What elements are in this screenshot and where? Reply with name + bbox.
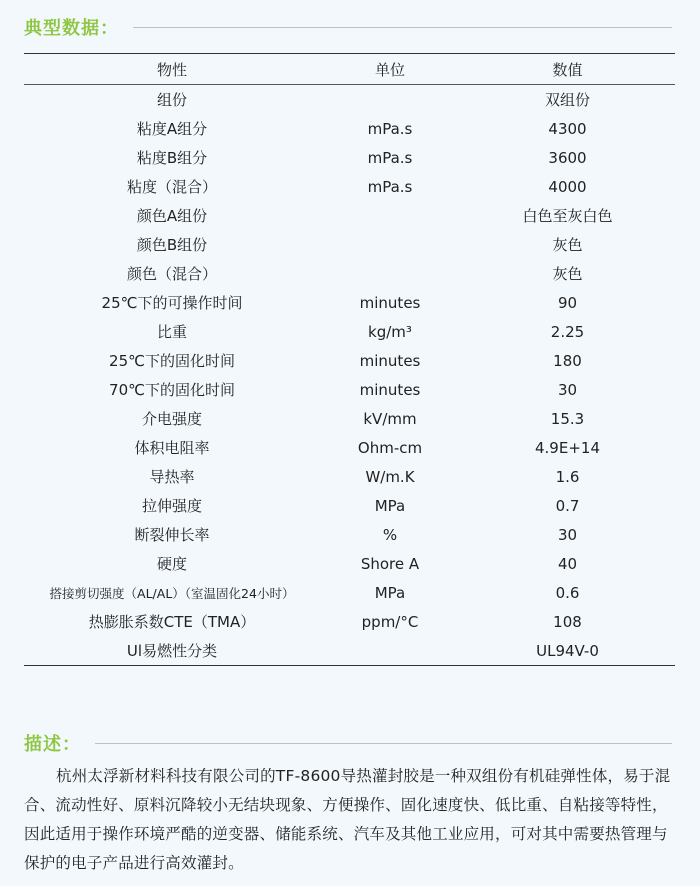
cell-unit: Shore A: [360, 554, 420, 573]
cell-value: 2.25: [550, 322, 585, 341]
typical-data-header: [24, 14, 672, 40]
cell-unit: [320, 85, 460, 115]
table-row: [24, 317, 675, 346]
cell-property: 搭接剪切强度（AL/AL）（室温固化24小时）: [49, 585, 295, 601]
cell-value: 4000: [548, 177, 587, 196]
cell-unit: [320, 201, 460, 230]
table-row: [24, 462, 675, 491]
cell-value: 4300: [548, 119, 587, 138]
cell-value: 30: [557, 525, 578, 544]
table-row: [24, 636, 675, 665]
cell-unit: kg/m³: [368, 322, 412, 341]
table-row: [24, 433, 675, 462]
cell-unit: kV/mm: [363, 409, 417, 428]
cell-property: 颜色（混合）: [126, 265, 217, 283]
cell-property: 颜色B组份: [136, 236, 208, 254]
cell-value: 灰色: [552, 265, 583, 283]
cell-unit: [320, 636, 460, 665]
cell-unit: [320, 259, 460, 288]
cell-value: 4.9E+14: [535, 438, 600, 457]
cell-property: 70℃下的固化时间: [109, 381, 235, 399]
header-unit: 单位: [320, 54, 460, 85]
cell-property: 颜色A组份: [136, 207, 208, 225]
description-title: 描述：: [24, 734, 81, 755]
table-row: [24, 172, 675, 201]
cell-value: 90: [557, 293, 578, 312]
cell-value: 灰色: [552, 236, 583, 254]
cell-unit: mPa.s: [367, 119, 413, 138]
table-row: [24, 346, 675, 375]
table-row: [24, 85, 675, 115]
typical-data-title: 典型数据：: [24, 18, 119, 39]
cell-property: 硬度: [156, 555, 187, 573]
cell-unit: [320, 230, 460, 259]
cell-unit: W/m.K: [365, 467, 415, 486]
cell-property: 介电强度: [141, 410, 202, 428]
header-divider: [133, 27, 672, 28]
cell-value: 3600: [548, 148, 587, 167]
table-row: [24, 201, 675, 230]
cell-value: 双组份: [544, 91, 590, 109]
properties-table: [24, 54, 675, 665]
cell-property: 拉伸强度: [141, 497, 202, 515]
cell-property: 比重: [156, 323, 187, 341]
cell-value: UL94V-0: [536, 641, 599, 660]
cell-property: 粘度（混合）: [126, 178, 217, 196]
cell-property: Ul易燃性分类: [126, 642, 218, 660]
cell-value: 15.3: [550, 409, 585, 428]
cell-unit: minutes: [359, 380, 421, 399]
header-property: 物性: [24, 54, 320, 85]
cell-value: 0.6: [555, 583, 580, 602]
cell-property: 25℃下的固化时间: [109, 352, 235, 370]
cell-property: 体积电阻率: [134, 439, 210, 457]
table-row: [24, 114, 675, 143]
cell-property: 断裂伸长率: [134, 526, 210, 544]
cell-value: 0.7: [555, 496, 580, 515]
cell-property: 粘度A组分: [136, 120, 208, 138]
cell-value: 180: [553, 351, 582, 370]
cell-unit: mPa.s: [367, 148, 413, 167]
cell-unit: mPa.s: [367, 177, 413, 196]
table-row: [24, 404, 675, 433]
cell-value: 30: [557, 380, 578, 399]
cell-property: 组份: [156, 91, 187, 109]
cell-unit: %: [382, 525, 398, 544]
table-row: [24, 230, 675, 259]
cell-property: 25℃下的可操作时间: [101, 294, 243, 312]
cell-value: 白色至灰白色: [522, 207, 613, 225]
table-row: [24, 520, 675, 549]
cell-unit: Ohm-cm: [357, 438, 423, 457]
table-row: [24, 491, 675, 520]
table-row: [24, 607, 675, 636]
header-value: 数值: [460, 54, 675, 85]
cell-value: 40: [557, 554, 578, 573]
table-row: [24, 288, 675, 317]
cell-property: 粘度B组分: [136, 149, 208, 167]
table-row: [24, 375, 675, 404]
table-row: [24, 549, 675, 578]
cell-value: 108: [553, 612, 582, 631]
description-text: 杭州太浮新材料科技有限公司的TF-8600导热灌封胶是一种双组份有机硅弹性体，易于混合、流动性好、原料沉降较小无结块现象、方便操作、固化速度快、低比重、自粘接等特性，因此适用于操作环境严酷的逆变器、储能系统、汽车及其他工业应用，可对其中需要热管理与保护的电子产品进行高效灌封。: [24, 767, 671, 872]
table-row: [24, 259, 675, 288]
table-row: [24, 143, 675, 172]
description-header: [24, 730, 672, 756]
cell-unit: minutes: [359, 293, 421, 312]
cell-unit: ppm/°C: [361, 612, 419, 631]
cell-property: 热膨胀系数CTE（TMA）: [88, 613, 256, 631]
cell-value: 1.6: [555, 467, 580, 486]
header-divider: [95, 743, 672, 744]
cell-unit: minutes: [359, 351, 421, 370]
cell-unit: MPa: [374, 583, 406, 602]
table-header-row: [24, 54, 675, 85]
properties-table-container: [24, 53, 675, 666]
cell-property: 导热率: [149, 468, 195, 486]
table-row: [24, 578, 675, 607]
cell-unit: MPa: [374, 496, 406, 515]
